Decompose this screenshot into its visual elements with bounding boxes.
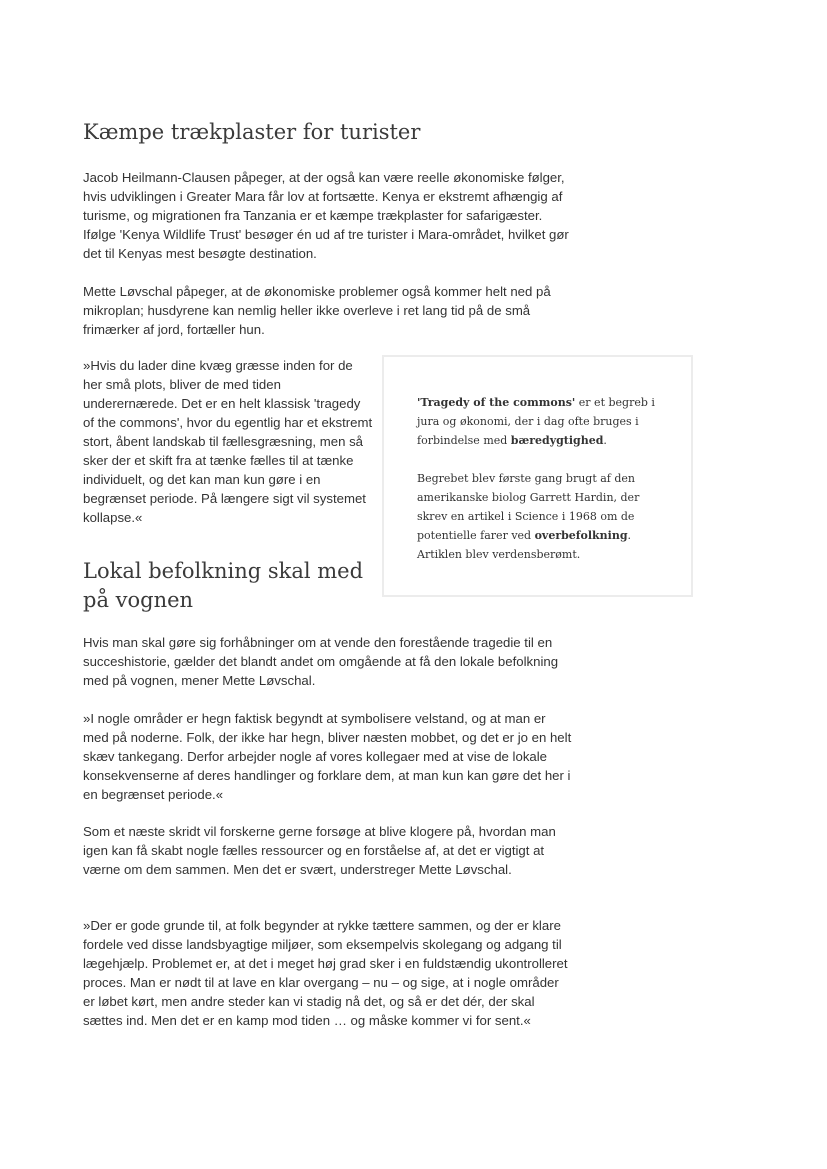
- section-heading-local-population: Lokal befolkning skal med på vognen: [83, 559, 364, 612]
- quote-paragraph: »Der er gode grunde til, at folk begynder at rykke tættere sammen, og der er klare fordele ved disse landsbyagtige miljøer, som eksempelvis skolegang og adgang til lægehjælp. Problemet er, at det i meget høj grad sker i en fuldstændig ukontrolleret proces. Man er nødt til at lave en klar overgang – nu – og sige, at i nogle områder er løbet kørt, men andre steder kan vi stadig nå det, og så er det dér, der skal sættes ind. Men det er en kamp mod tiden … og måske kommer vi for sent.«: [83, 918, 568, 1028]
- quote-paragraph: »Hvis du lader dine kvæg græsse inden for de her små plots, bliver de med tiden underernærede. Det er en helt klassisk 'tragedy of the commons', hvor du egentlig har et ekstremt stort, åbent landskab til fællesgræsning, men så sker der et skift fra at tænke fælles til at tænke individuelt, og det kan man kun gøre i en begrænset periode. På længere sigt vil systemet kollapse.«: [83, 358, 373, 525]
- section-heading-tourism: Kæmpe trækplaster for turister: [83, 120, 421, 144]
- paragraph: Hvis man skal gøre sig forhåbninger om at vende den forestående tragedie til en succeshistorie, gælder det blandt andet om omgående at få den lokale befolkning med på vognen, mener Mette Løvschal.: [83, 635, 559, 688]
- fact-box-text: er et begreb i jura og økonomi, der i dag ofte bruges i forbindelse med: [417, 396, 655, 447]
- fact-box-text: .: [603, 434, 607, 447]
- fact-box-keyword: bæredygtighed: [510, 434, 604, 447]
- quote-paragraph: »I nogle områder er hegn faktisk begyndt at symbolisere velstand, og at man er med på noderne. Folk, der ikke har hegn, bliver næsten mobbet, og det er jo en helt skæv tankegang. Derfor arbejder nogle af vores kollegaer med at vise de lokale konsekvenserne af deres handlinger og forklare dem, at man kun kan gøre det her i en begrænset periode.«: [83, 711, 572, 802]
- fact-box-keyword: overbefolkning: [534, 529, 628, 542]
- paragraph: Som et næste skridt vil forskerne gerne forsøge at blive klogere på, hvordan man igen kan få skabt nogle fælles ressourcer og en forståelse af, at det er vigtigt at værne om dem sammen. Men det er svært, understreger Mette Løvschal.: [83, 824, 556, 877]
- paragraph: Mette Løvschal påpeger, at de økonomiske problemer også kommer helt ned på mikroplan; husdyrene kan nemlig heller ikke overleve i ret lang tid på de små frimærker af jord, fortæller hun.: [83, 284, 551, 337]
- fact-box-definition: [417, 393, 657, 450]
- fact-box-content: [417, 393, 657, 583]
- paragraph: Jacob Heilmann-Clausen påpeger, at der også kan være reelle økonomiske følger, hvis udviklingen i Greater Mara får lov at fortsætte. Kenya er ekstremt afhængig af turisme, og migrationen fra Tanzania er et kæmpe trækplaster for safarigæster. Ifølge 'Kenya Wildlife Trust' besøger én ud af tre turister i Mara-området, hvilket gør det til Kenyas mest besøgte destination.: [83, 170, 569, 261]
- fact-box-text: Begrebet blev første gang brugt af den amerikanske biolog Garrett Hardin, der skrev en artikel i Science i 1968 om de potentielle farer ved: [417, 472, 640, 542]
- fact-box-term: 'Tragedy of the commons': [417, 396, 576, 409]
- fact-box-text: . Artiklen blev verdensberømt.: [417, 529, 632, 561]
- fact-box: [382, 355, 693, 597]
- fact-box-history: [417, 469, 657, 564]
